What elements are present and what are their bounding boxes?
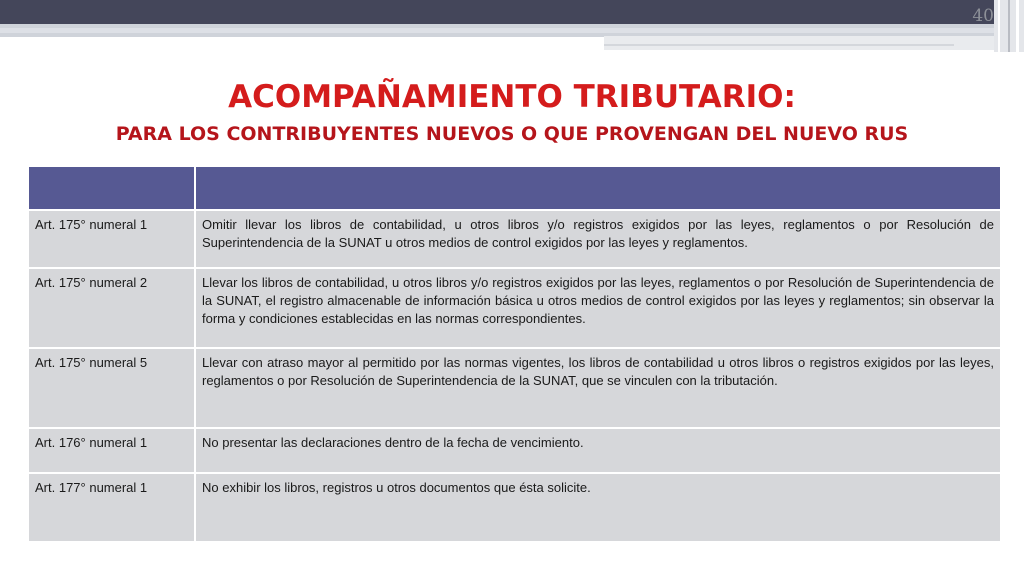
article-cell: Art. 175° numeral 5 (28, 348, 195, 428)
table-row (28, 210, 1001, 268)
description-cell: Omitir llevar los libros de contabilidad, u otros libros y/o registros exigidos por las leyes, reglamentos o por Resolución de Superintendencia de la SUNAT u otros medios de control exigidos por las leyes y reglamentos. (195, 210, 1001, 268)
decorative-line (604, 44, 954, 46)
slide-title: ACOMPAÑAMIENTO TRIBUTARIO: (228, 79, 796, 115)
top-decorative-bar (0, 0, 1024, 24)
table-row (28, 348, 1001, 428)
table-row (28, 428, 1001, 473)
article-cell: Art. 175° numeral 2 (28, 268, 195, 348)
header-cell-description (195, 166, 1001, 210)
infractions-table (27, 165, 1002, 543)
description-cell: Llevar los libros de contabilidad, u otros libros y/o registros exigidos por las leyes, reglamentos o por Resolución de Superintendencia de la SUNAT, el registro almacenable de información básica u otros medios de control exigidos por las leyes y reglamentos; sin observar la forma y condiciones establecidas en las normas correspondientes. (195, 268, 1001, 348)
description-cell: No exhibir los libros, registros u otros documentos que ésta solicite. (195, 473, 1001, 542)
header-cell-article (28, 166, 195, 210)
slide-number: 40 (972, 6, 994, 26)
decorative-band-accent (604, 36, 996, 50)
description-cell: Llevar con atraso mayor al permitido por las normas vigentes, los libros de contabilidad u otros libros o registros exigidos por las leyes, reglamentos o por Resolución de Superintendencia de la SUNAT, que se vinculen con la tributación. (195, 348, 1001, 428)
slide-subtitle: PARA LOS CONTRIBUYENTES NUEVOS O QUE PROVENGAN DEL NUEVO RUS (115, 123, 909, 145)
decorative-vertical-stripes (994, 0, 1024, 52)
article-cell: Art. 176° numeral 1 (28, 428, 195, 473)
table-row (28, 473, 1001, 542)
article-cell: Art. 175° numeral 1 (28, 210, 195, 268)
table-row (28, 268, 1001, 348)
article-cell: Art. 177° numeral 1 (28, 473, 195, 542)
description-cell: No presentar las declaraciones dentro de la fecha de vencimiento. (195, 428, 1001, 473)
table-header-row (28, 166, 1001, 210)
